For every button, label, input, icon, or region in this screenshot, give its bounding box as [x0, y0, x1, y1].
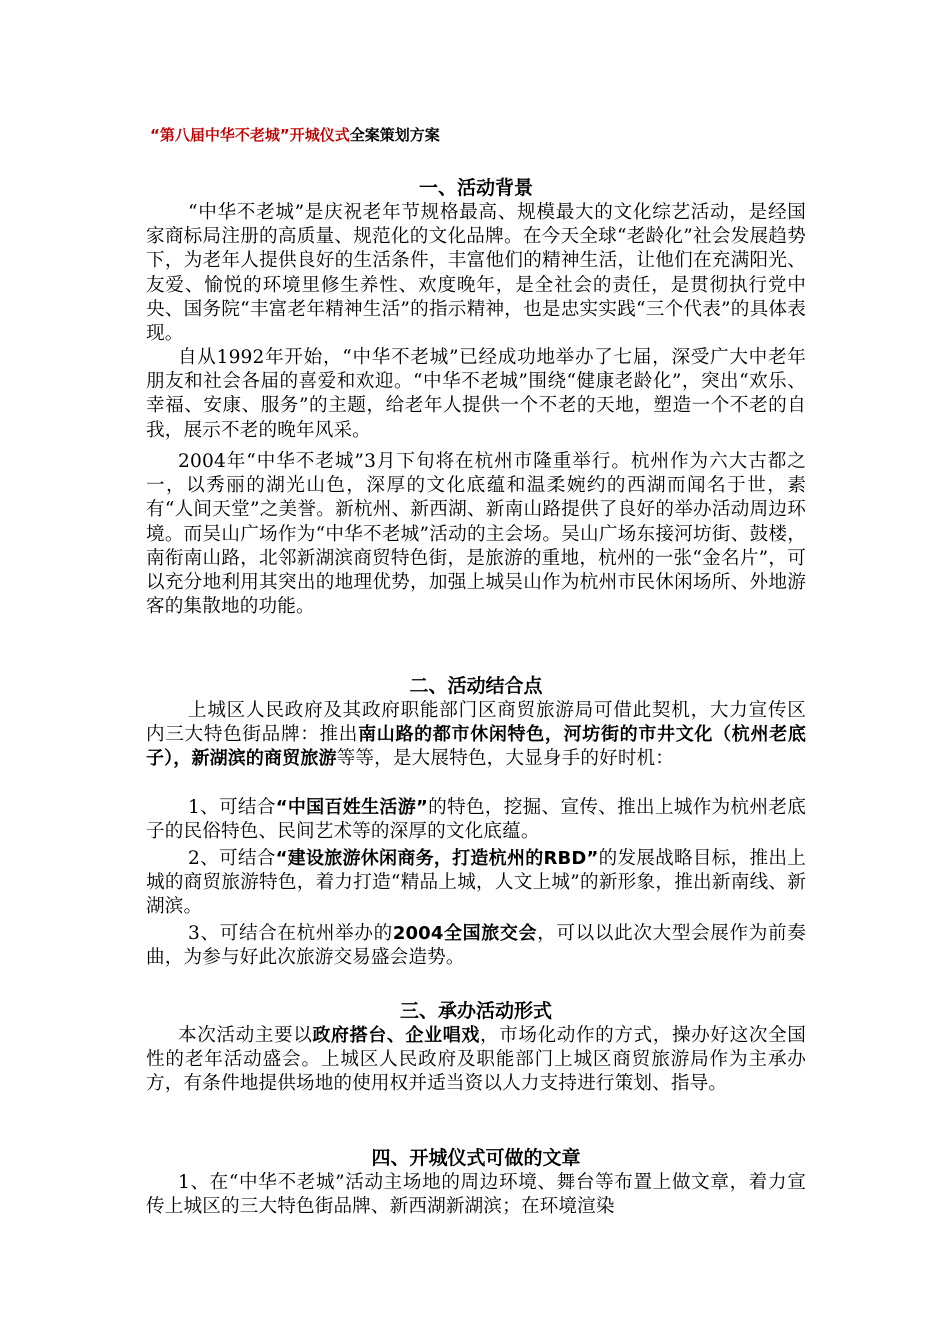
item-2-text: 的发展战略目标，推出上城的商贸旅游特色，着力打造“精品上城，人文上城”的新形象，推出新南线、新湖滨。 — [146, 848, 806, 918]
section-heading-opening-ceremony: 四、开城仪式可做的文章 — [371, 1147, 581, 1169]
item-2-lead: 2、可结合 — [188, 848, 276, 869]
document-title-rest: 全案策划方案 — [349, 126, 440, 144]
item-3-bold: 2004全国旅交会 — [392, 923, 538, 944]
item-3-lead: 3、可结合在杭州举办的 — [188, 923, 393, 944]
combination-item-1 — [146, 796, 806, 844]
document-title-quoted: “第八届中华不老城”开城仪式 — [150, 126, 350, 144]
item-1-text: 的特色，挖掘、宣传、推出上城作为杭州老底子的民俗特色、民间艺术等的深厚的文化底蕴。 — [146, 797, 806, 843]
item-2-bold: “建设旅游休闲商务，打造杭州的RBD” — [275, 848, 599, 869]
combination-bold-brands: 南山路的都市休闲特色，河坊街的市井文化（杭州老底子），新湖滨的商贸旅游 — [146, 724, 806, 770]
section-background-paragraph-2: 自从1992年开始，“中华不老城”已经成功地举办了七届，深受广大中老年朋友和社会各届的喜爱和欢迎。“中华不老城”围绕“健康老龄化”，突出“欢乐、幸福、安康、服务”的主题，给老年人提供一个不老的天地，塑造一个不老的自我，展示不老的晚年风采。 — [146, 347, 806, 441]
organizing-text-1: 本次活动主要以 — [178, 1025, 313, 1046]
item-3-text: ，可以以此次大型会展作为前奏曲，为参与好此次旅游交易盛会造势。 — [146, 923, 806, 969]
combination-item-2 — [146, 847, 806, 920]
organizing-text-2: ，市场化动作的方式，操办好这次全国性的老年活动盛会。上城区人民政府及职能部门上城区商贸旅游局作为主承办方，有条件地提供场地的使用权并适当资以人力支持进行策划、指导。 — [146, 1025, 806, 1095]
section-heading-background: 一、活动背景 — [418, 177, 533, 199]
item-1-bold: “中国百姓生活游” — [275, 797, 428, 818]
section-heading-combination-points: 二、活动结合点 — [409, 675, 543, 697]
section-opening-paragraph: 1、在“中华不老城”活动主场地的周边环境、舞台等布置上做文章，着力宣传上城区的三大特色街品牌、新西湖新湖滨；在环境渲染 — [146, 1172, 806, 1218]
section-background-paragraph-3: 2004年“中华不老城”3月下旬将在杭州市隆重举行。杭州作为六大古都之一，以秀丽的湖光山色，深厚的文化底蕴和温柔婉约的西湖而闻名于世，素有“人间天堂”之美誉。新杭州、新西湖、新南山路提供了良好的举办活动周边环境。而吴山广场作为“中华不老城”活动的主会场。吴山广场东接河坊街、鼓楼，南衔南山路，北邻新湖滨商贸特色街，是旅游的重地，杭州的一张“金名片”，可以充分地利用其突出的地理优势，加强上城吴山作为杭州市民休闲场所、外地游客的集散地的功能。 — [146, 451, 806, 618]
combination-text-1: 上城区人民政府及其政府职能部门区商贸旅游局可借此契机，大力宣传区内三大特色街品牌：推出 — [146, 700, 806, 746]
document-title — [150, 124, 440, 145]
section-heading-organizing-form: 三、承办活动形式 — [399, 1000, 552, 1022]
section-organizing-paragraph — [146, 1024, 806, 1097]
item-1-lead: 1、可结合 — [188, 797, 276, 818]
combination-item-3 — [146, 922, 806, 970]
section-background-paragraph-1: “中华不老城”是庆祝老年节规格最高、规模最大的文化综艺活动，是经国家商标局注册的高质量、规范化的文化品牌。在今天全球“老龄化”社会发展趋势下，为老年人提供良好的生活条件，丰富他们的精神生活，让他们在充满阳光、友爱、愉悦的环境里修生养性、欢度晚年，是全社会的责任，是贯彻执行党中央、国务院“丰富老年精神生活”的指示精神，也是忠实实践“三个代表”的具体表现。 — [146, 202, 806, 345]
combination-text-2: 等等，是大展特色，大显身手的好时机： — [336, 748, 675, 770]
organizing-bold: 政府搭台、企业唱戏 — [312, 1025, 480, 1046]
section-combination-paragraph — [146, 699, 806, 772]
